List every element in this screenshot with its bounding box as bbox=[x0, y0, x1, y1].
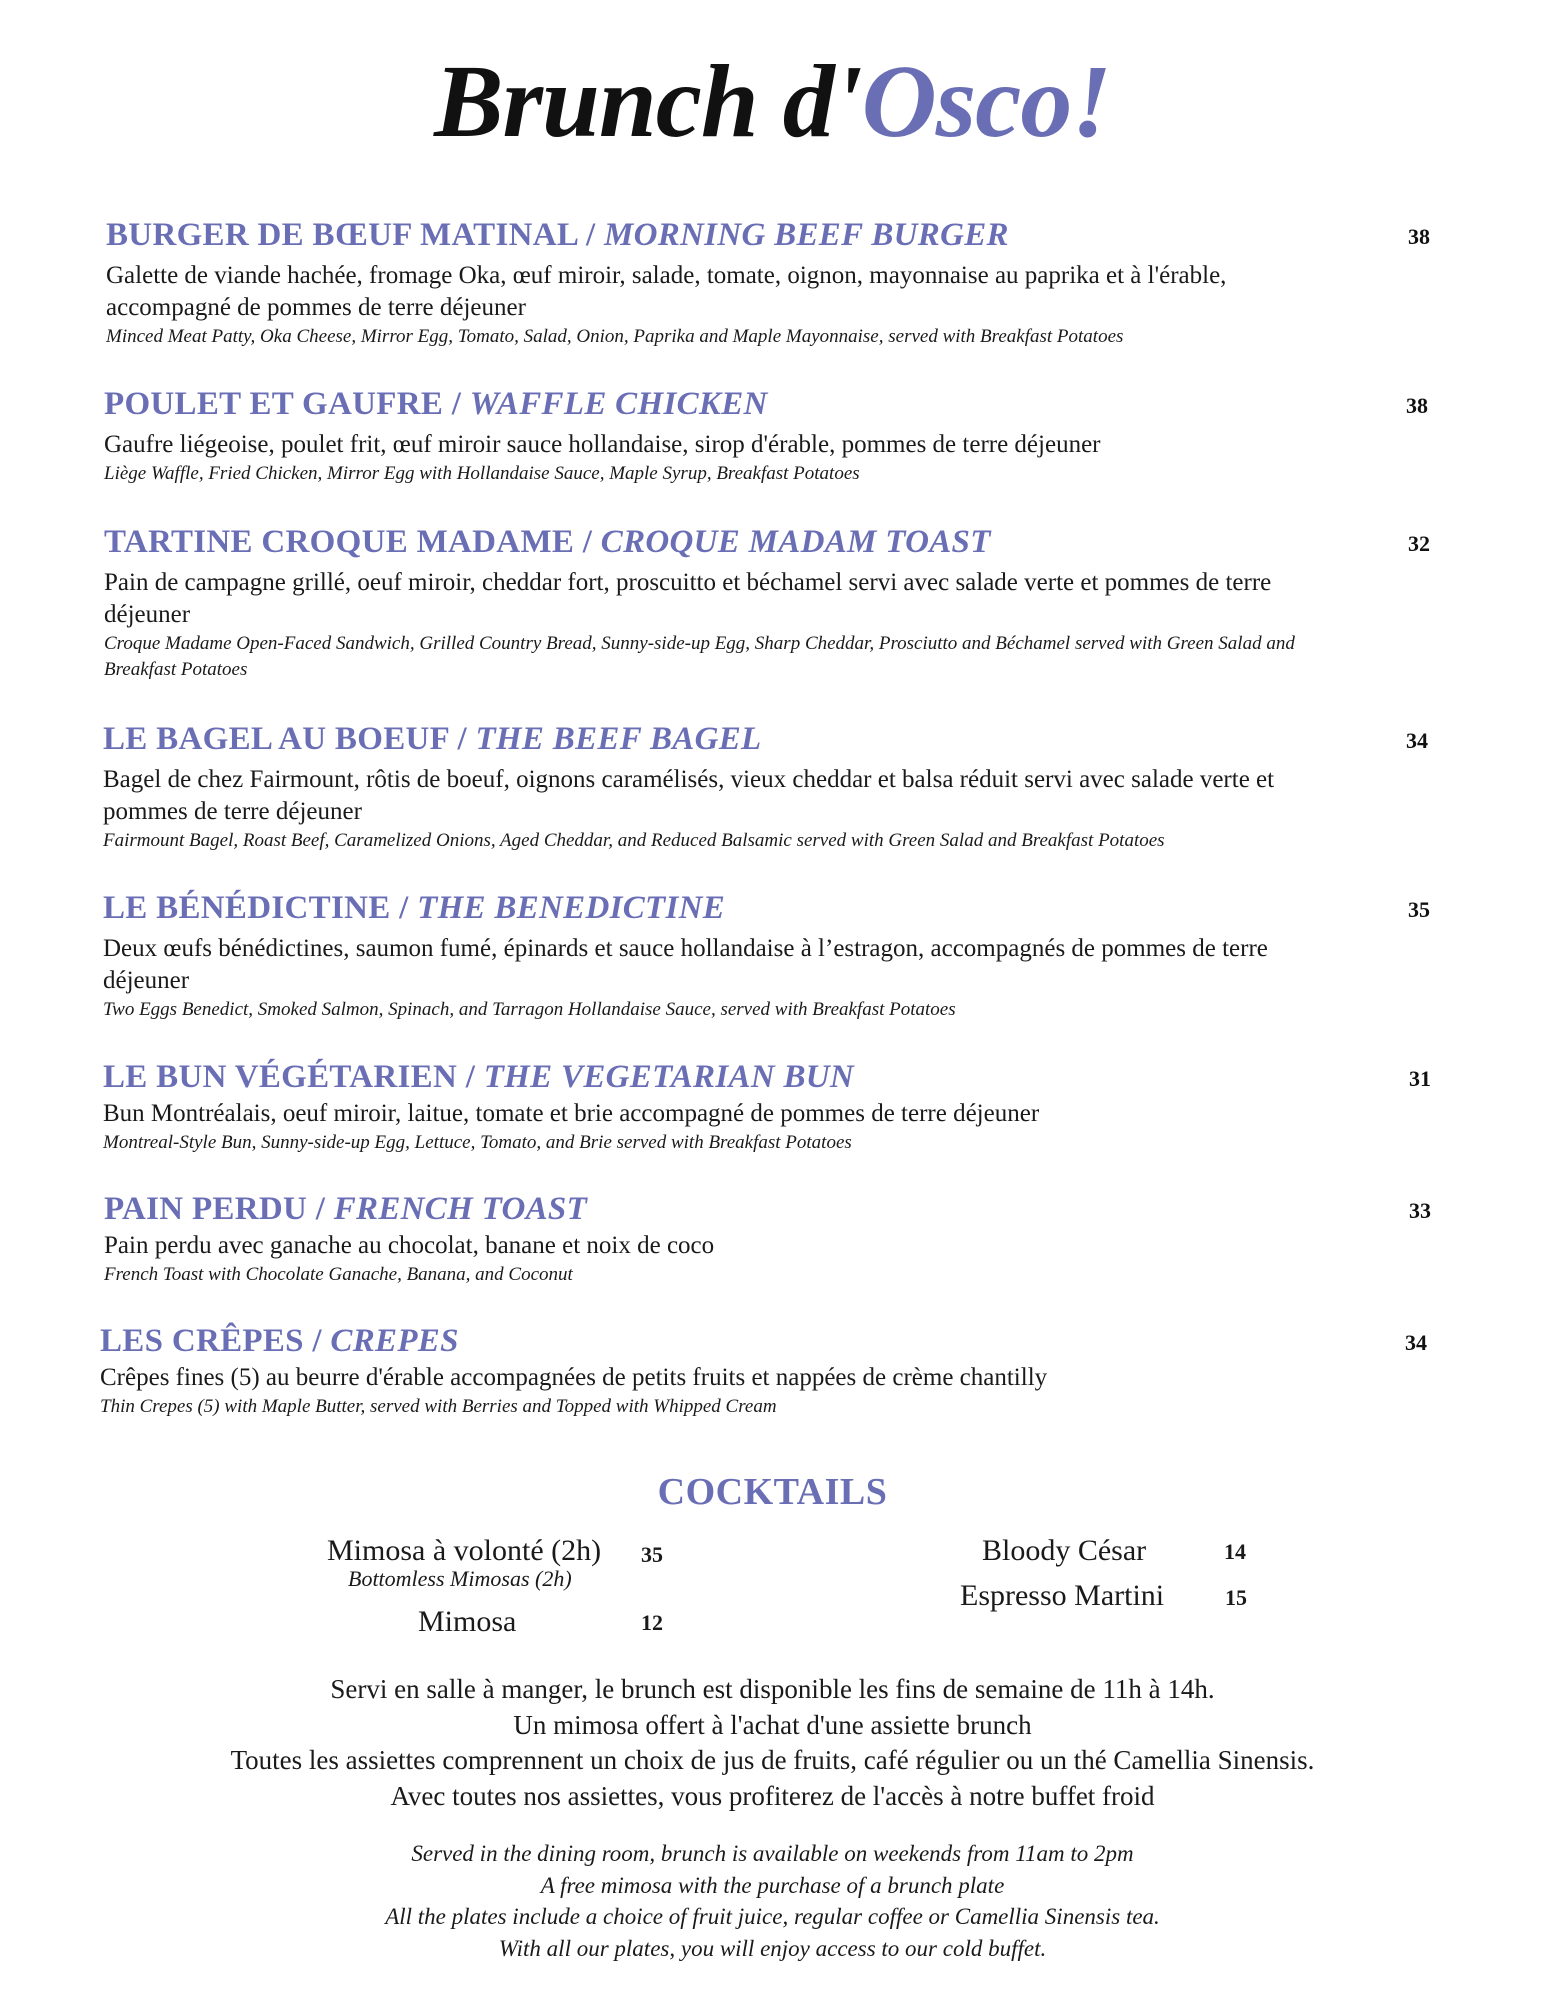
menu-item-name-separator: / bbox=[574, 524, 601, 560]
menu-item-header bbox=[104, 383, 1444, 425]
menu-item-name bbox=[104, 524, 991, 560]
menu-item-name bbox=[100, 1323, 459, 1359]
cocktail-price: 35 bbox=[641, 1542, 663, 1567]
description-line: Deux œufs bénédictines, saumon fumé, épinards et sauce hollandaise à l’estragon, accompagnés de pommes de terre bbox=[103, 935, 1268, 962]
menu-item-morning-beef-burger bbox=[106, 214, 1446, 350]
description-line: Crêpes fines (5) au beurre d'érable accompagnées de petits fruits et nappées de crème chantilly bbox=[100, 1364, 1048, 1391]
menu-item-name-separator: / bbox=[448, 721, 476, 757]
description-line: Liège Waffle, Fried Chicken, Mirror Egg with Hollandaise Sauce, Maple Syrup, Breakfast Potatoes bbox=[104, 463, 860, 484]
description-line: pommes de terre déjeuner bbox=[103, 798, 362, 825]
menu-item-description-fr bbox=[104, 429, 1444, 461]
menu-item-price: 31 bbox=[1409, 1066, 1431, 1091]
menu-item-name-fr: POULET ET GAUFRE bbox=[104, 386, 444, 422]
menu-item-description-fr bbox=[103, 1098, 1443, 1130]
menu-item-crepes bbox=[100, 1320, 1440, 1420]
menu-item-name-fr: LE BUN VÉGÉTARIEN bbox=[103, 1059, 458, 1095]
menu-item-description-en bbox=[103, 1130, 1443, 1156]
menu-item-name bbox=[103, 1059, 854, 1095]
menu-item-name-fr: LES CRÊPES bbox=[100, 1323, 304, 1359]
description-line: Pain perdu avec ganache au chocolat, banane et noix de coco bbox=[104, 1232, 715, 1259]
cocktail-name: Espresso Martini bbox=[960, 1579, 1165, 1612]
cocktail-name: Bloody César bbox=[982, 1534, 1147, 1567]
info-line: Toutes les assiettes comprennent un choix de jus de fruits, café régulier ou un thé Camellia Sinensis. bbox=[230, 1745, 1315, 1775]
menu-item-name bbox=[103, 890, 725, 926]
menu-item-name-separator: / bbox=[577, 217, 604, 253]
info-line: Servi en salle à manger, le brunch est disponible les fins de semaine de 11h à 14h. bbox=[330, 1674, 1215, 1704]
menu-item-description-fr bbox=[104, 567, 1444, 631]
menu-item-header bbox=[103, 1056, 1443, 1098]
menu-item-beef-bagel bbox=[103, 718, 1443, 854]
info-line: Avec toutes nos assiettes, vous profiterez de l'accès à notre buffet froid bbox=[390, 1780, 1155, 1811]
menu-item-price: 38 bbox=[1408, 224, 1430, 249]
menu-item-description-fr bbox=[106, 260, 1446, 324]
menu-item-name-en: THE BEEF BAGEL bbox=[475, 721, 762, 757]
menu-item-name-en: WAFFLE CHICKEN bbox=[469, 386, 768, 422]
menu-item-name-en: CROQUE MADAM TOAST bbox=[600, 524, 991, 560]
menu-item-vegetarian-bun bbox=[103, 1056, 1443, 1156]
menu-item-price: 34 bbox=[1406, 728, 1428, 753]
menu-item-description-en bbox=[106, 324, 1446, 350]
cocktails-heading: COCKTAILS bbox=[657, 1471, 888, 1513]
description-line: French Toast with Chocolate Ganache, Banana, and Coconut bbox=[104, 1264, 573, 1285]
description-line: Bagel de chez Fairmount, rôtis de boeuf, oignons caramélisés, vieux cheddar et balsa réduit servi avec salade verte et bbox=[103, 766, 1275, 793]
title-part-1: Brunch d' bbox=[434, 44, 862, 159]
menu-item-description-fr bbox=[100, 1362, 1440, 1394]
info-line: A free mimosa with the purchase of a brunch plate bbox=[540, 1872, 1005, 1898]
menu-item-description-fr bbox=[104, 1230, 1444, 1262]
menu-item-name-separator: / bbox=[307, 1191, 334, 1227]
menu-item-name-separator: / bbox=[457, 1059, 484, 1095]
menu-item-header bbox=[104, 1188, 1444, 1230]
menu-item-name-separator: / bbox=[303, 1323, 331, 1359]
description-line: Thin Crepes (5) with Maple Butter, served with Berries and Topped with Whipped Cream bbox=[100, 1396, 777, 1417]
description-line: Breakfast Potatoes bbox=[104, 659, 248, 680]
info-line: All the plates include a choice of fruit juice, regular coffee or Camellia Sinensis tea. bbox=[385, 1904, 1160, 1929]
menu-item-price: 32 bbox=[1408, 531, 1430, 556]
menu-item-name-fr: LE BAGEL AU BOEUF bbox=[103, 721, 449, 757]
menu-item-price: 34 bbox=[1405, 1330, 1427, 1355]
menu-item-name bbox=[104, 386, 768, 422]
menu-item-name-fr: BURGER DE BŒUF MATINAL bbox=[106, 217, 578, 253]
menu-title bbox=[0, 42, 1545, 162]
menu-item-description-en bbox=[103, 997, 1443, 1023]
menu-item-name-en: THE BENEDICTINE bbox=[417, 890, 726, 926]
description-line: Pain de campagne grillé, oeuf miroir, cheddar fort, proscuitto et béchamel servi avec salade verte et pommes de terre bbox=[104, 569, 1272, 596]
menu-item-name-en: THE VEGETARIAN BUN bbox=[483, 1059, 855, 1095]
menu-item-price: 35 bbox=[1408, 897, 1430, 922]
description-line: accompagné de pommes de terre déjeuner bbox=[106, 294, 526, 321]
description-line: déjeuner bbox=[103, 967, 190, 994]
cocktail-price: 12 bbox=[641, 1610, 663, 1635]
menu-item-description-fr bbox=[103, 933, 1443, 997]
menu-item-french-toast bbox=[104, 1188, 1444, 1288]
menu-item-header bbox=[100, 1320, 1440, 1362]
menu-item-header bbox=[106, 214, 1446, 256]
menu-item-name bbox=[104, 1191, 587, 1227]
menu-item-header bbox=[103, 718, 1443, 760]
menu-item-name-separator: / bbox=[390, 890, 418, 926]
description-line: Croque Madame Open-Faced Sandwich, Grilled Country Bread, Sunny-side-up Egg, Sharp Cheddar, Prosciutto and Béchamel served with Green Salad and bbox=[104, 633, 1295, 654]
info-english bbox=[0, 1838, 1545, 1964]
description-line: Montreal-Style Bun, Sunny-side-up Egg, Lettuce, Tomato, and Brie served with Breakfast Potatoes bbox=[103, 1132, 852, 1153]
menu-item-name-fr: PAIN PERDU bbox=[104, 1191, 308, 1227]
menu-item-description-fr bbox=[103, 764, 1443, 828]
cocktail-subtitle: Bottomless Mimosas (2h) bbox=[348, 1566, 572, 1591]
description-line: Minced Meat Patty, Oka Cheese, Mirror Egg, Tomato, Salad, Onion, Paprika and Maple Mayonnaise, served with Breakfast Potatoes bbox=[106, 326, 1124, 347]
menu-item-header bbox=[104, 521, 1444, 563]
menu-item-croque-madam-toast bbox=[104, 521, 1444, 683]
menu-item-name-en: MORNING BEEF BURGER bbox=[603, 217, 1009, 253]
cocktail-name: Mimosa à volonté (2h) bbox=[327, 1534, 602, 1567]
menu-item-price: 33 bbox=[1409, 1198, 1431, 1223]
menu-item-benedictine bbox=[103, 887, 1443, 1023]
menu-item-description-en bbox=[104, 461, 1444, 487]
menu-item-description-en bbox=[100, 1394, 1440, 1420]
menu-item-price: 38 bbox=[1406, 393, 1428, 418]
description-line: Two Eggs Benedict, Smoked Salmon, Spinach, and Tarragon Hollandaise Sauce, served with Breakfast Potatoes bbox=[103, 999, 956, 1020]
menu-item-waffle-chicken bbox=[104, 383, 1444, 487]
cocktail-price: 14 bbox=[1224, 1539, 1246, 1564]
menu-item-name-separator: / bbox=[443, 386, 470, 422]
menu-item-name-fr: LE BÉNÉDICTINE bbox=[103, 890, 391, 926]
menu-item-name bbox=[103, 721, 761, 757]
description-line: Galette de viande hachée, fromage Oka, œuf miroir, salade, tomate, oignon, mayonnaise au paprika et à l'érable, bbox=[106, 262, 1227, 289]
description-line: Bun Montréalais, oeuf miroir, laitue, tomate et brie accompagné de pommes de terre déjeuner bbox=[103, 1100, 1040, 1127]
description-line: déjeuner bbox=[104, 601, 191, 628]
info-french bbox=[0, 1672, 1545, 1814]
menu-item-description-en bbox=[104, 1262, 1444, 1288]
info-line: With all our plates, you will enjoy access to our cold buffet. bbox=[498, 1935, 1047, 1961]
cocktail-price: 15 bbox=[1225, 1585, 1247, 1610]
menu-item-name-en: CREPES bbox=[330, 1323, 459, 1359]
menu-item-description-en bbox=[104, 631, 1444, 683]
cocktail-name: Mimosa bbox=[418, 1605, 517, 1638]
info-line: Un mimosa offert à l'achat d'une assiette brunch bbox=[513, 1709, 1032, 1740]
description-line: Gaufre liégeoise, poulet frit, œuf miroir sauce hollandaise, sirop d'érable, pommes de terre déjeuner bbox=[104, 431, 1101, 458]
menu-item-description-en bbox=[103, 828, 1443, 854]
menu-item-name-en: FRENCH TOAST bbox=[333, 1191, 588, 1227]
info-line: Served in the dining room, brunch is available on weekends from 11am to 2pm bbox=[411, 1841, 1134, 1866]
menu-item-name bbox=[106, 217, 1009, 253]
description-line: Fairmount Bagel, Roast Beef, Caramelized Onions, Aged Cheddar, and Reduced Balsamic served with Green Salad and Breakfast Potatoes bbox=[103, 830, 1165, 851]
menu-item-header bbox=[103, 887, 1443, 929]
menu-item-name-fr: TARTINE CROQUE MADAME bbox=[104, 524, 575, 560]
title-part-2: Osco! bbox=[861, 44, 1111, 159]
